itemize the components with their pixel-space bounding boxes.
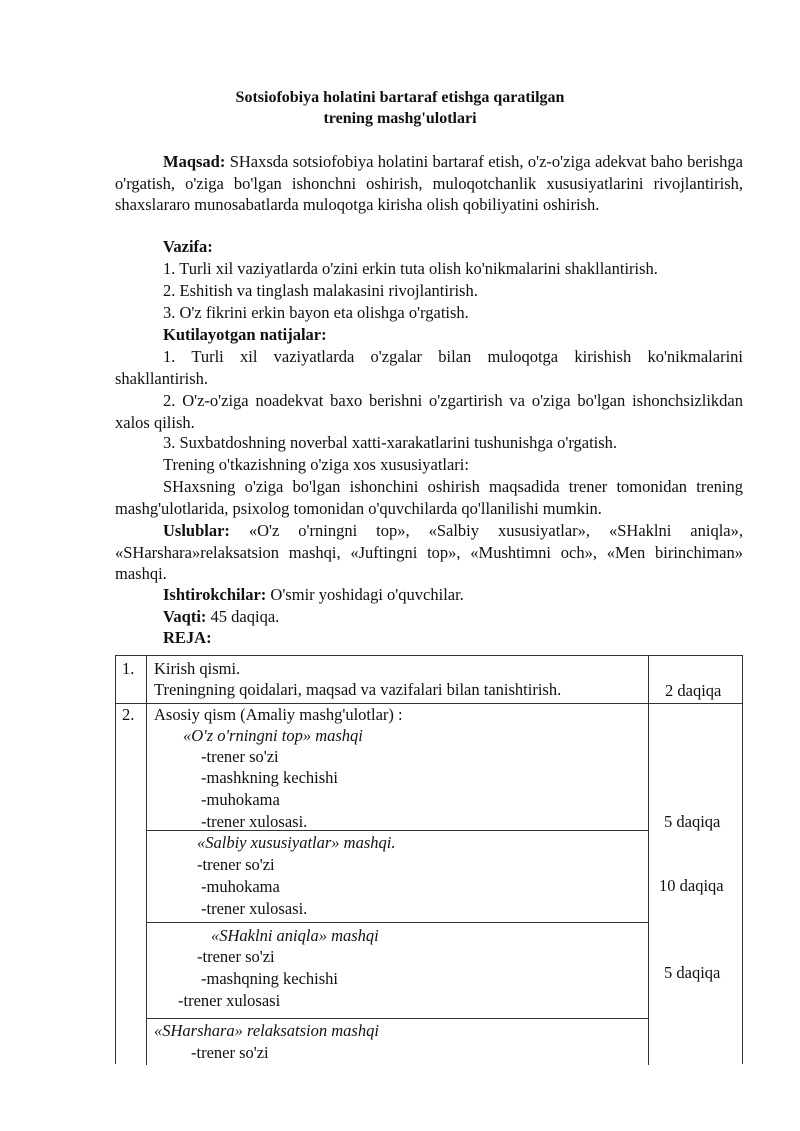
row1-time: 2 daqiqa (665, 681, 722, 700)
exercise2-step: -trener xulosasi. (201, 899, 308, 918)
maqsad-paragraph (115, 151, 743, 216)
vaqti-text: 45 daqiqa. (206, 607, 280, 626)
row2-heading: Asosiy qism (Amaliy mashg'ulotlar) : (154, 705, 403, 724)
ishtirokchilar-line (163, 585, 464, 605)
exercise1-step: -trener xulosasi. (201, 812, 308, 831)
table-column-divider (146, 656, 147, 1065)
table-column-divider (648, 656, 649, 1065)
maqsad-label: Maqsad: (163, 152, 226, 171)
uslublar-text: «O'z o'rningni top», «Salbiy xususiyatlar», «SHaklni aniqla», «SHarshara»relaksatsion mashqi, «Juftingni top», «Mushtimni och», «Men birinchiman» mashqi. (115, 521, 743, 583)
xususiyat-heading: Trening o'tkazishning o'ziga xos xususiyatlari: (163, 455, 469, 474)
exercise1-title: «O'z o'rningni top» mashqi (183, 726, 363, 745)
vazifa-item-2: 2. Eshitish va tinglash malakasini rivojlantirish. (163, 281, 478, 300)
vazifa-item-1: 1. Turli xil vaziyatlarda o'zini erkin tuta olish ko'nikmalarini shakllantirish. (163, 259, 658, 278)
exercise2-step: -muhokama (201, 877, 280, 896)
natijalar-item-3: 3. Suxbatdoshning noverbal xatti-xarakatlarini tushunishga o'rgatish. (163, 433, 618, 452)
exercise1-step: -muhokama (201, 790, 280, 809)
vazifa-label: Vazifa: (163, 237, 213, 256)
natijalar-label: Kutilayotgan natijalar: (163, 325, 327, 344)
exercise3-title: «SHaklni aniqla» mashqi (211, 926, 379, 945)
natijalar-item-1: 1. Turli xil vaziyatlarda o'zgalar bilan muloqotga kirishish ko'nikmalarini shakllantirish. (115, 347, 743, 388)
exercise3-step: -mashqning kechishi (201, 969, 339, 988)
xususiyat-text: SHaxsning o'ziga bo'lgan ishonchini oshirish maqsadida trener tomonidan trening mashg'ulotlarida, psixolog tomonidan o'quvchilarda qo'llanilishi mumkin. (115, 477, 743, 518)
table-exercise-divider (146, 1018, 648, 1019)
exercise1-step: -mashkning kechishi (201, 768, 339, 787)
row2-time-1: 5 daqiqa (664, 812, 721, 831)
uslublar-paragraph (115, 520, 743, 585)
row2-number: 2. (122, 705, 135, 724)
uslublar-label: Uslublar: (163, 521, 230, 540)
vazifa-item-3: 3. O'z fikrini erkin bayon eta olishga o'rgatish. (163, 303, 469, 322)
reja-table (115, 655, 743, 1064)
row2-time-3: 5 daqiqa (664, 963, 721, 982)
exercise2-step: -trener so'zi (197, 855, 275, 874)
row1-description: Treningning qoidalari, maqsad va vazifalari bilan tanishtirish. (154, 680, 562, 699)
exercise3-step: -trener so'zi (197, 947, 275, 966)
row2-time-2: 10 daqiqa (659, 876, 724, 895)
table-exercise-divider (146, 922, 648, 923)
document-title-line-2: trening mashg'ulotlari (323, 110, 477, 127)
document-title-line-1: Sotsiofobiya holatini bartaraf etishga qaratilgan (235, 89, 565, 106)
row1-number: 1. (122, 659, 135, 678)
vaqti-label: Vaqti: (163, 607, 207, 626)
maqsad-text: SHaxsda sotsiofobiya holatini bartaraf etish, o'z-o'ziga adekvat baho berishga o'rgatish, o'ziga bo'lgan ishonchni oshirish, muloqotchanlik xususiyatlarini rivojlantirish, shaxslararo munosabatlarda muloqotga kirisha olish qobiliyatini oshirish. (115, 152, 743, 214)
vaqti-line (163, 607, 279, 627)
exercise4-step: -trener so'zi (191, 1043, 269, 1062)
exercise2-title: «Salbiy xususiyatlar» mashqi. (197, 833, 396, 852)
ishtirokchilar-label: Ishtirokchilar: (163, 585, 267, 604)
reja-label: REJA: (163, 628, 212, 647)
exercise1-step: -trener so'zi (201, 747, 279, 766)
ishtirokchilar-text: O'smir yoshidagi o'quvchilar. (266, 585, 464, 604)
exercise3-step: -trener xulosasi (178, 991, 281, 1010)
natijalar-item-2: 2. O'z-o'ziga noadekvat baxo berishni o'zgartirish va o'ziga bo'lgan ishonchsizlikdan xalos qilish. (115, 391, 743, 432)
row1-title: Kirish qismi. (154, 659, 241, 678)
exercise4-title: «SHarshara» relaksatsion mashqi (154, 1021, 379, 1040)
